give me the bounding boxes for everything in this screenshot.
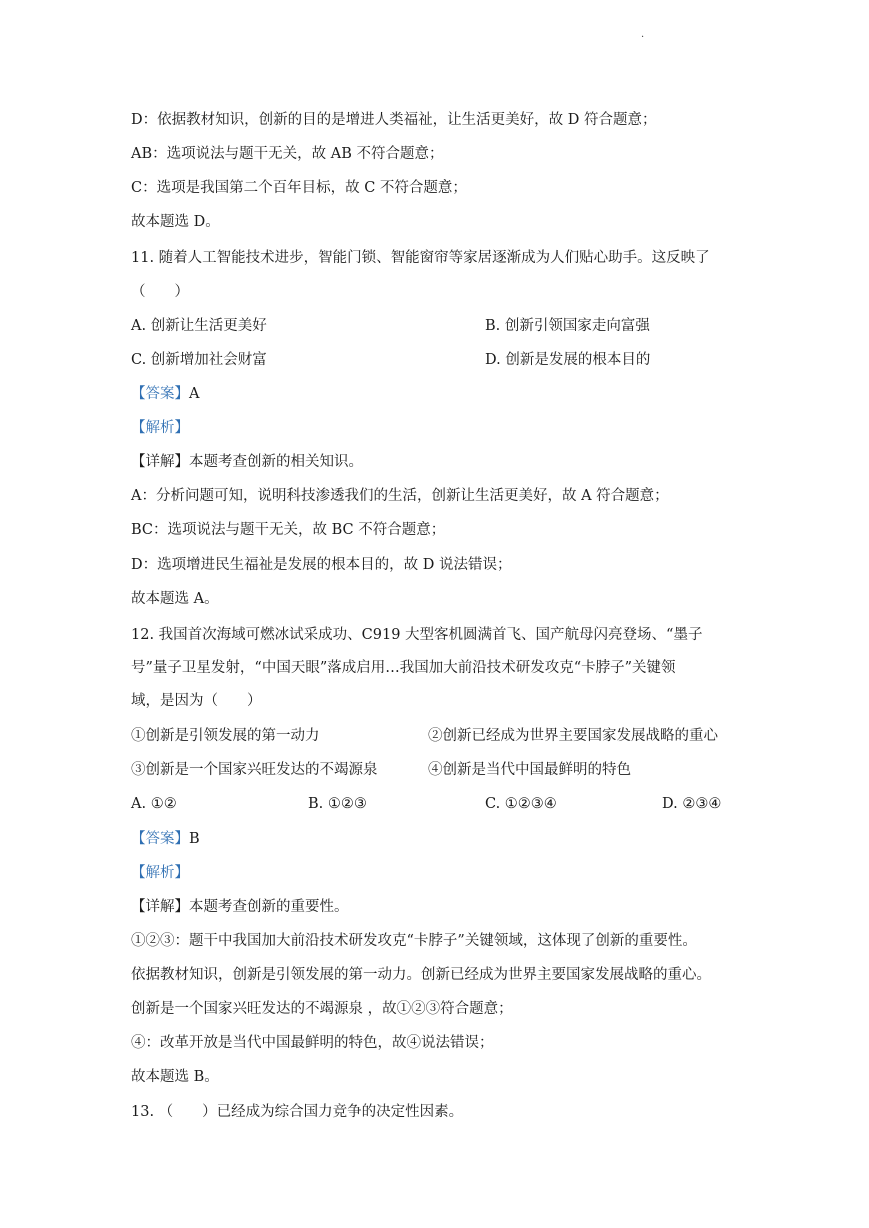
detail-label: 【详解】 <box>131 899 189 915</box>
q12-option-c: C. ①②③④ <box>485 796 557 812</box>
answer-label: 【答案】 <box>131 386 189 402</box>
answer-label: 【答案】 <box>131 831 189 847</box>
q11-option-c: C. 创新增加社会财富 <box>131 352 267 368</box>
text-line: 故本题选 D。 <box>131 214 220 230</box>
q12-detail <box>131 897 349 917</box>
q11-analysis-label: 【解析】 <box>131 420 189 436</box>
q12-explanation-line: ④：改革开放是当代中国最鲜明的特色，故④说法错误； <box>131 1035 494 1051</box>
q12-statement-2: ②创新已经成为世界主要国家发展战略的重心 <box>428 728 718 744</box>
q11-explanation-line: D：选项增进民生福祉是发展的根本目的，故 D 说法错误； <box>131 557 512 573</box>
q11-explanation-line: 故本题选 A。 <box>131 591 219 607</box>
detail-text: 本题考查创新的重要性。 <box>189 899 349 915</box>
detail-text: 本题考查创新的相关知识。 <box>189 454 363 470</box>
q11-explanation-line: BC：选项说法与题干无关，故 BC 不符合题意； <box>131 522 446 538</box>
question-13-stem: 13. （ ）已经成为综合国力竞争的决定性因素。 <box>131 1104 464 1120</box>
answer-value: A <box>189 386 200 402</box>
question-12-stem-cont: 域，是因为（ ） <box>131 693 262 709</box>
text-line: D：依据教材知识，创新的目的是增进人类福祉，让生活更美好，故 D 符合题意； <box>131 112 657 128</box>
q12-statement-3: ③创新是一个国家兴旺发达的不竭源泉 <box>131 762 378 778</box>
header-mark: · <box>641 32 645 43</box>
answer-value: B <box>189 831 200 847</box>
q11-explanation-line: A：分析问题可知，说明科技渗透我们的生活，创新让生活更美好，故 A 符合题意； <box>131 488 669 504</box>
q12-statement-4: ④创新是当代中国最鲜明的特色 <box>428 762 631 778</box>
question-12-stem: 12. 我国首次海域可燃冰试采成功、C919 大型客机圆满首飞、国产航母闪亮登场、“墨子 <box>131 627 703 643</box>
q12-explanation-line: 依据教材知识，创新是引领发展的第一动力。创新已经成为世界主要国家发展战略的重心。 <box>131 967 711 983</box>
q12-option-b: B. ①②③ <box>308 796 367 812</box>
q12-explanation-line: 故本题选 B。 <box>131 1069 219 1085</box>
text-line: AB：选项说法与题干无关，故 AB 不符合题意； <box>131 146 444 162</box>
detail-label: 【详解】 <box>131 454 189 470</box>
text-line: C：选项是我国第二个百年目标，故 C 不符合题意； <box>131 180 467 196</box>
q11-option-d: D. 创新是发展的根本目的 <box>485 352 651 368</box>
q12-explanation-line: 创新是一个国家兴旺发达的不竭源泉 ，故①②③符合题意； <box>131 1001 513 1017</box>
question-11-stem-cont: （ ） <box>131 284 189 300</box>
q12-answer <box>131 829 200 849</box>
q12-explanation-line: ①②③：题干中我国加大前沿技术研发攻克“卡脖子”关键领域，这体现了创新的重要性。 <box>131 933 697 949</box>
q12-option-a: A. ①② <box>131 796 177 812</box>
q11-option-b: B. 创新引领国家走向富强 <box>485 318 650 334</box>
question-11-stem: 11. 随着人工智能技术进步，智能门锁、智能窗帘等家居逐渐成为人们贴心助手。这反映了 <box>131 250 710 266</box>
q12-statement-1: ①创新是引领发展的第一动力 <box>131 728 320 744</box>
q12-analysis-label: 【解析】 <box>131 865 189 881</box>
q11-detail <box>131 452 363 472</box>
q12-option-d: D. ②③④ <box>662 796 722 812</box>
q11-option-a: A. 创新让生活更美好 <box>131 318 267 334</box>
q11-answer <box>131 384 199 404</box>
question-12-stem-cont: 号”量子卫星发射，“中国天眼”落成启用…我国加大前沿技术研发攻克“卡脖子”关键领 <box>131 660 676 676</box>
